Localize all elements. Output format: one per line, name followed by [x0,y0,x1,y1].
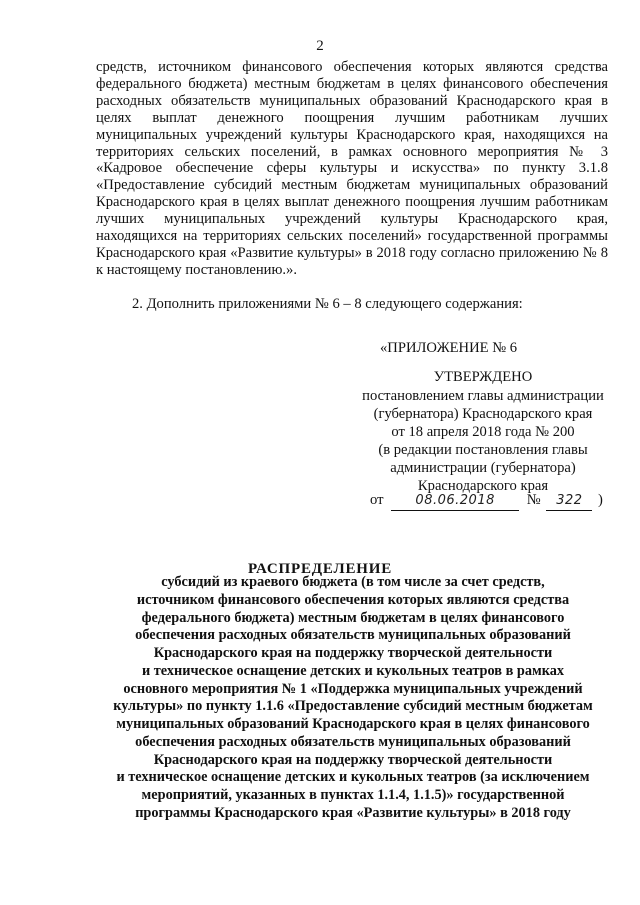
subtitle-line: муниципальных образований Краснодарского края в целях финансового [116,716,590,732]
approved-stamp-text: УТВЕРЖДЕНО [433,369,533,385]
document-title: РАСПРЕДЕЛЕНИЕ [247,561,393,577]
body-paragraph-amendment: 2. Дополнить приложениями № 6 – 8 следующего содержания: [132,296,523,312]
appendix-label: «ПРИЛОЖЕНИЕ № 6 [380,340,518,356]
subtitle-line: обеспечения расходных обязательств муниципальных образований [135,627,571,644]
subtitle-line: программы Краснодарского края «Развитие культуры» в 2018 году [135,804,571,821]
body-paragraph-continuation: средств, источником финансового обеспечения которых являются средства федерального бюджета) местным бюджетам в целях финансового обеспечения расходных обязательств муниципальных образований Краснодарского края в целях выплат денежного поощрения лучшим работникам лучших муниципальных учреждений культуры Краснодарского края, находящихся на территориях сельских поселений, в рамках основного мероприятия № 3 «Кадровое обеспечение сферы культуры и искусства» по пункту 3.1.8 «Предоставление субсидий местным бюджетам муниципальных образований Краснодарского края в целях выплат денежного поощрения лучшим работникам лучших муниципальных учреждений культуры Краснодарского края, находящихся на территориях сельских поселений» государственной программы Краснодарского края «Развитие культуры» в 2018 году согласно приложению № 8 к настоящему постановлению.». [96,59,608,278]
closing-paren: ) [598,492,603,508]
subtitle-line: источником финансового обеспечения которых являются средства [136,591,570,608]
subtitle-line: и техническое оснащение детских и кукольных театров в рамках [141,662,565,679]
approval-line: от 18 апреля 2018 года № 200 [391,424,575,440]
subtitle-line: культуры» по пункту 1.1.6 «Предоставление субсидий местным бюджетам [113,698,593,715]
approval-line: администрации (губернатора) [390,460,576,476]
subtitle-line: Краснодарского края на поддержку творческой деятельности [153,751,553,768]
subtitle-line: федерального бюджета) местным бюджетам в целях финансового [141,609,565,626]
handwritten-number: 322 [546,494,592,511]
document-subtitle [88,574,618,823]
subtitle-line: и техническое оснащение детских и кукольных театров (за исключением [116,769,590,786]
subtitle-line: обеспечения расходных обязательств муниципальных образований [135,733,571,750]
subtitle-line: мероприятий, указанных в пунктах 1.1.4, 1.1.5)» государственной [141,787,565,803]
approval-line: Краснодарского края [417,478,549,494]
approval-line: (в редакции постановления главы [378,442,588,458]
handwritten-date: 08.06.2018 [391,494,519,511]
approval-line: постановлением главы администрации [362,388,604,404]
approval-block [360,387,606,495]
subtitle-line: Краснодарского края на поддержку творческой деятельности [153,645,553,661]
page-number: 2 [316,38,324,54]
number-sign: № [526,492,541,508]
subtitle-line: субсидий из краевого бюджета (в том числе за счет средств, [161,574,545,590]
from-label: от [370,492,384,508]
subtitle-line: основного мероприятия № 1 «Поддержка муниципальных учреждений [123,680,583,697]
approval-line: (губернатора) Краснодарского края [373,406,593,422]
approval-date-line [370,492,603,511]
